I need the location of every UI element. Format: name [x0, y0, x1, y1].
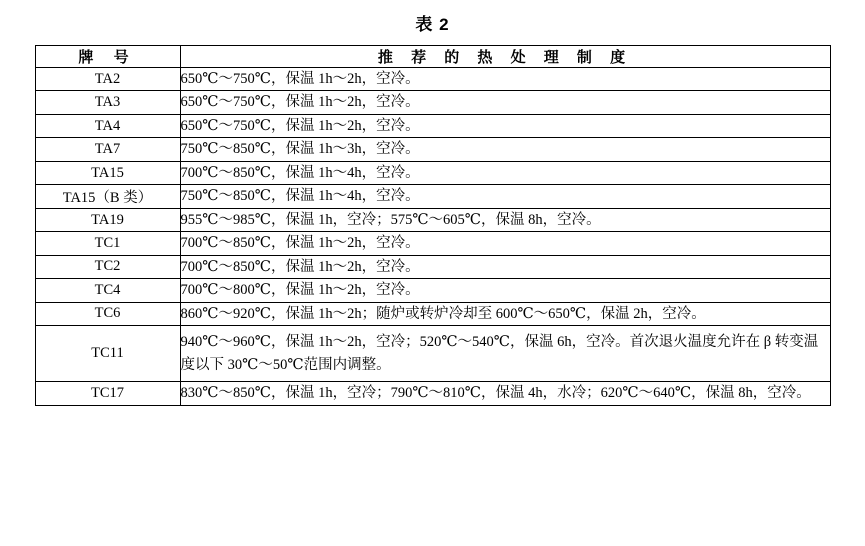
- table-row: [35, 161, 830, 184]
- table-caption: [0, 0, 865, 45]
- cell-treatment: 650℃～750℃，保温 1h～2h，空冷。: [180, 114, 830, 137]
- cell-grade: TC11: [35, 326, 180, 382]
- column-header-grade: 牌 号: [35, 46, 180, 68]
- cell-grade: TA19: [35, 208, 180, 231]
- cell-treatment: 700℃～850℃，保温 1h～4h，空冷。: [180, 161, 830, 184]
- cell-grade: TC1: [35, 232, 180, 255]
- cell-treatment: 650℃～750℃，保温 1h～2h，空冷。: [180, 68, 830, 91]
- table-row: [35, 208, 830, 231]
- cell-grade: TA7: [35, 138, 180, 161]
- cell-treatment: 700℃～800℃，保温 1h～2h，空冷。: [180, 279, 830, 302]
- table-row: [35, 138, 830, 161]
- column-header-treatment: 推 荐 的 热 处 理 制 度: [180, 46, 830, 68]
- cell-treatment: 700℃～850℃，保温 1h～2h，空冷。: [180, 232, 830, 255]
- table-row: [35, 91, 830, 114]
- cell-grade: TA3: [35, 91, 180, 114]
- cell-treatment: 700℃～850℃，保温 1h～2h，空冷。: [180, 255, 830, 278]
- table-row: [35, 114, 830, 137]
- cell-treatment: 955℃～985℃，保温 1h，空冷；575℃～605℃，保温 8h，空冷。: [180, 208, 830, 231]
- cell-grade: TA15: [35, 161, 180, 184]
- cell-grade: TA4: [35, 114, 180, 137]
- cell-treatment: 750℃～850℃，保温 1h～3h，空冷。: [180, 138, 830, 161]
- heat-treatment-table: [35, 45, 831, 406]
- cell-grade: TC4: [35, 279, 180, 302]
- table-row: [35, 382, 830, 405]
- cell-treatment: 830℃～850℃，保温 1h，空冷；790℃～810℃，保温 4h，水冷；620℃～640℃，保温 8h，空冷。: [180, 382, 830, 405]
- cell-grade: TC17: [35, 382, 180, 405]
- table-row: [35, 232, 830, 255]
- cell-treatment: 750℃～850℃，保温 1h～4h，空冷。: [180, 185, 830, 208]
- cell-grade: TC6: [35, 302, 180, 325]
- cell-treatment: 650℃～750℃，保温 1h～2h，空冷。: [180, 91, 830, 114]
- cell-treatment: 940℃～960℃，保温 1h～2h，空冷；520℃～540℃，保温 6h，空冷。首次退火温度允许在 β 转变温度以下 30℃～50℃范围内调整。: [180, 326, 830, 382]
- table-row: [35, 255, 830, 278]
- cell-treatment: 860℃～920℃，保温 1h～2h；随炉或转炉冷却至 600℃～650℃，保温 2h，空冷。: [180, 302, 830, 325]
- table-header: [35, 46, 830, 68]
- table-header-row: [35, 46, 830, 68]
- table-row: [35, 68, 830, 91]
- table-body: [35, 68, 830, 406]
- cell-grade: TC2: [35, 255, 180, 278]
- cell-grade: TA2: [35, 68, 180, 91]
- cell-grade: TA15（B 类）: [35, 185, 180, 208]
- table-row: [35, 302, 830, 325]
- table-row: [35, 326, 830, 382]
- table-caption-text: 表 2: [415, 15, 450, 34]
- table-row: [35, 279, 830, 302]
- table-row: [35, 185, 830, 208]
